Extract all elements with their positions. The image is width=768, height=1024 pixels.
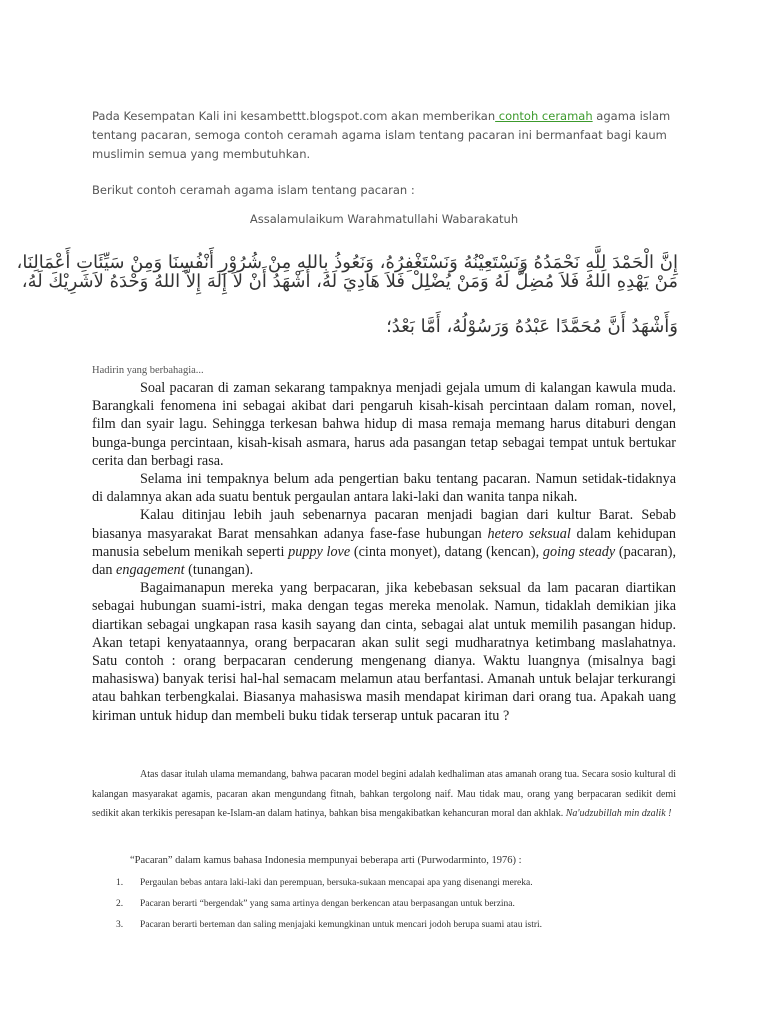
p3-text-c: dalam kehidupan manusia sebelum menikah seperti	[92, 525, 677, 560]
list-number: 3.	[116, 919, 124, 930]
arabic-line-2: مَنْ يَهْدِهِ اللهُ فَلاَ مُضِلَّ لَهُ وَمَنْ يُضْلِلْ فَلاَ هَادِيَ لَهُ، أَشْهَدُ أَنْ لاَ إِلَهَ إِلاَّ اللهُ وَحْدَهُ لاَشَرِيْكَ لَهُ،	[21, 271, 678, 292]
definition-heading: “Pacaran” dalam kamus bahasa Indonesia mempunyai beberapa arti (Purwodarminto, 1976) :	[130, 855, 522, 866]
list-text: Pacaran berarti “bergendak” yang sama artinya dengan berkencan atau berpasangan untuk berzina.	[140, 898, 515, 909]
arabic-line-3: وَأَشْهَدُ أَنَّ مُحَمَّدًا عَبْدُهُ وَرَسُوْلُهُ، أَمَّا بَعْدُ؛	[386, 316, 678, 337]
intro-text-end: agama islam tentang pacaran, semoga contoh ceramah agama islam tentang pacaran ini bermanfaat bagi kaum muslimin semua yang membutuhkan.	[92, 109, 671, 161]
list-item	[92, 872, 682, 893]
intro-text: Pada Kesempatan Kali ini kesambettt.blogspot.com akan memberikan	[92, 109, 496, 123]
list-item	[92, 893, 682, 914]
paragraph-3	[92, 506, 676, 579]
hadirin-heading: Hadirin yang berbahagia...	[92, 365, 204, 376]
list-text: Pergaulan bebas antara laki-laki dan perempuan, bersuka-sukaan mencapai apa yang disenangi mereka.	[140, 877, 533, 888]
naudzubillah-phrase: Na'udzubillah min dzalik !	[565, 808, 672, 819]
closing-text: Atas dasar itulah ulama memandang, bahwa pacaran model begini adalah kedhaliman atas amanah orang tua. Secara sosio kultural di kalangan masyarakat agamis, pacaran akan mengundang fitnah, bahkan tergolong naif. Mau tidak mau, orang yang berpacaran sedikit demi sedikit akan terkikis peresapan ke-Islam-an dalam hatinya, bahkan bisa mengakibatkan kehancuran moral dan akhlak.	[92, 769, 676, 819]
closing-paragraph	[92, 765, 676, 824]
greeting: Assalamulaikum Warahmatullahi Wabarakatuh	[249, 212, 519, 226]
list-item	[92, 914, 682, 935]
puppy-love-term: puppy love	[288, 543, 351, 560]
lead-text: Berikut contoh ceramah agama islam tentang pacaran :	[92, 183, 415, 197]
p3-text-e: (cinta monyet), datang (kencan),	[350, 543, 543, 560]
arabic-line-1: إِنَّ الْحَمْدَ لِلَّهِ نَحْمَدُهُ وَنَسْتَعِيْنُهُ وَنَسْتَغْفِرُهُ، وَنَعُوذُ بِاللهِ مِنْ شُرُوْرِ أَنْفُسِنَا وَمِنْ سَيِّئَاتِ أَعْمَالِنَا،	[16, 252, 678, 273]
contoh-ceramah-link[interactable]: contoh ceramah	[495, 109, 593, 123]
intro-paragraph	[92, 107, 682, 164]
p3-text-i: (tunangan).	[184, 562, 254, 579]
hetero-seksual-term: hetero seksual	[487, 525, 571, 542]
list-text: Pacaran berarti berteman dan saling menjajaki kemungkinan untuk mencari jodoh berupa suami atau istri.	[140, 919, 543, 930]
engagement-term: engagement	[116, 562, 185, 579]
going-steady-term: going steady	[542, 543, 616, 560]
paragraph-1: Soal pacaran di zaman sekarang tampaknya menjadi gejala umum di kalangan kawula muda. Barangkali fenomena ini sebagai akibat dari pengaruh kisah-kisah percintaan dalam roman, novel, film dan syair lagu. Sehingga terkesan bahwa hidup di masa remaja memang harus ditaburi dengan bunga-bunga percintaan, kisah-kisah asmara, harus ada pasangan tetap sebagai tempat untuk bertukar cerita dan berbagi rasa.	[92, 380, 676, 469]
p3-text-a: Kalau ditinjau lebih jauh sebenarnya pacaran menjadi bagian dari kultur Barat. Sebab biasanya masyarakat Barat mensahkan adanya fase-fase hubungan	[92, 507, 676, 542]
definition-list	[92, 872, 682, 935]
list-number: 1.	[116, 877, 124, 888]
p3-text-g: (pacaran), dan	[92, 543, 677, 579]
paragraph-2: Selama ini tempaknya belum ada pengertian baku tentang pacaran. Namun setidak-tidaknya di dalamnya akan ada suatu bentuk pergaulan antara laki-laki dan wanita tanpa nikah.	[92, 471, 676, 506]
paragraph-4: Bagaimanapun mereka yang berpacaran, jika kebebasan seksual da lam pacaran diartikan sebagai hubungan suami-istri, maka dengan tegas mereka menolak. Namun, tidaklah demikian jika diartikan sebagai ungkapan rasa kasih sayang dan cinta, sebagai alat untuk memilih pasangan hidup. Akan tetapi kenyataannya, orang berpacaran akan sulit segi mudharatnya ketimbang maslahatnya. Satu contoh : orang berpacaran cenderung mengenang dianya. Waktu luangnya (misalnya bagi mahasiswa) banyak terisi hal-hal semacam melamun atau berfantasi. Amanah untuk belajar terkurangi atau bahkan terbengkalai. Biasanya mahasiswa masih mendapat kiriman dari orang tua. Apakah uang kiriman untuk hidup dan membeli buku tidak terserap untuk pacaran itu ?	[92, 580, 676, 724]
sermon-body	[92, 379, 676, 725]
list-number: 2.	[116, 898, 124, 909]
